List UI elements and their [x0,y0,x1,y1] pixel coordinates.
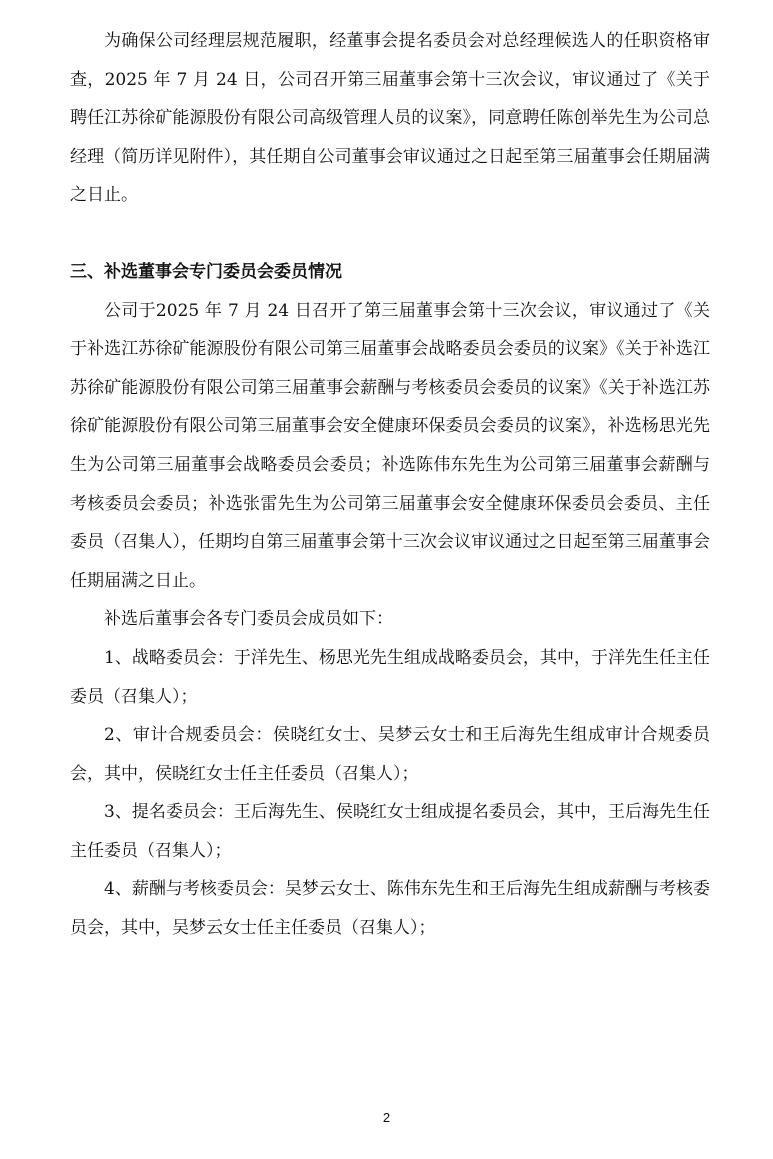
document-body [70,22,710,948]
page-number: 2 [382,1110,391,1125]
committee-remuneration-item: 4、薪酬与考核委员会：吴梦云女士、陈伟东先生和王后海先生组成薪酬与考核委员会，其中，吴梦云女士任主任委员（召集人）； [70,879,710,939]
members-intro-paragraph: 补选后董事会各专门委员会成员如下： [104,609,393,630]
election-paragraph: 公司于2025 年 7 月 24 日召开了第三届董事会第十三次会议，审议通过了《关于补选江苏徐矿能源股份有限公司第三届董事会战略委员会委员的议案》《关于补选江苏徐矿能源股份有限公司第三届董事会薪酬与考核委员会委员的议案》《关于补选江苏徐矿能源股份有限公司第三届董事会安全健康环保委员会委员的议案》，补选杨思光先生为公司第三届董事会战略委员会委员；补选陈伟东先生为公司第三届董事会薪酬与考核委员会委员；补选张雷先生为公司第三届董事会安全健康环保委员会委员、主任委员（召集人），任期均自第三届董事会第十三次会议审议通过之日起至第三届董事会任期届满之日止。 [70,300,710,591]
section-three-heading: 三、补选董事会专门委员会委员情况 [70,261,342,282]
committee-strategy-item: 1、战略委员会：于洋先生、杨思光先生组成战略委员会，其中，于洋先生任主任委员（召集人）； [70,647,710,707]
committee-nomination-item: 3、提名委员会：王后海先生、侯晓红女士组成提名委员会，其中，王后海先生任主任委员（召集人）； [70,802,710,861]
appointment-paragraph: 为确保公司经理层规范履职，经董事会提名委员会对总经理候选人的任职资格审查，2025 年 7 月 24 日，公司召开第三届董事会第十三次会议，审议通过了《关于聘任江苏徐矿能源股份有限公司高级管理人员的议案》，同意聘任陈创举先生为公司总经理（简历详见附件），其任期自公司董事会审议通过之日起至第三届董事会任期届满之日止。 [70,31,710,206]
committee-audit-item: 2、审计合规委员会：侯晓红女士、吴梦云女士和王后海先生组成审计合规委员会，其中，侯晓红女士任主任委员（召集人）； [70,725,710,784]
